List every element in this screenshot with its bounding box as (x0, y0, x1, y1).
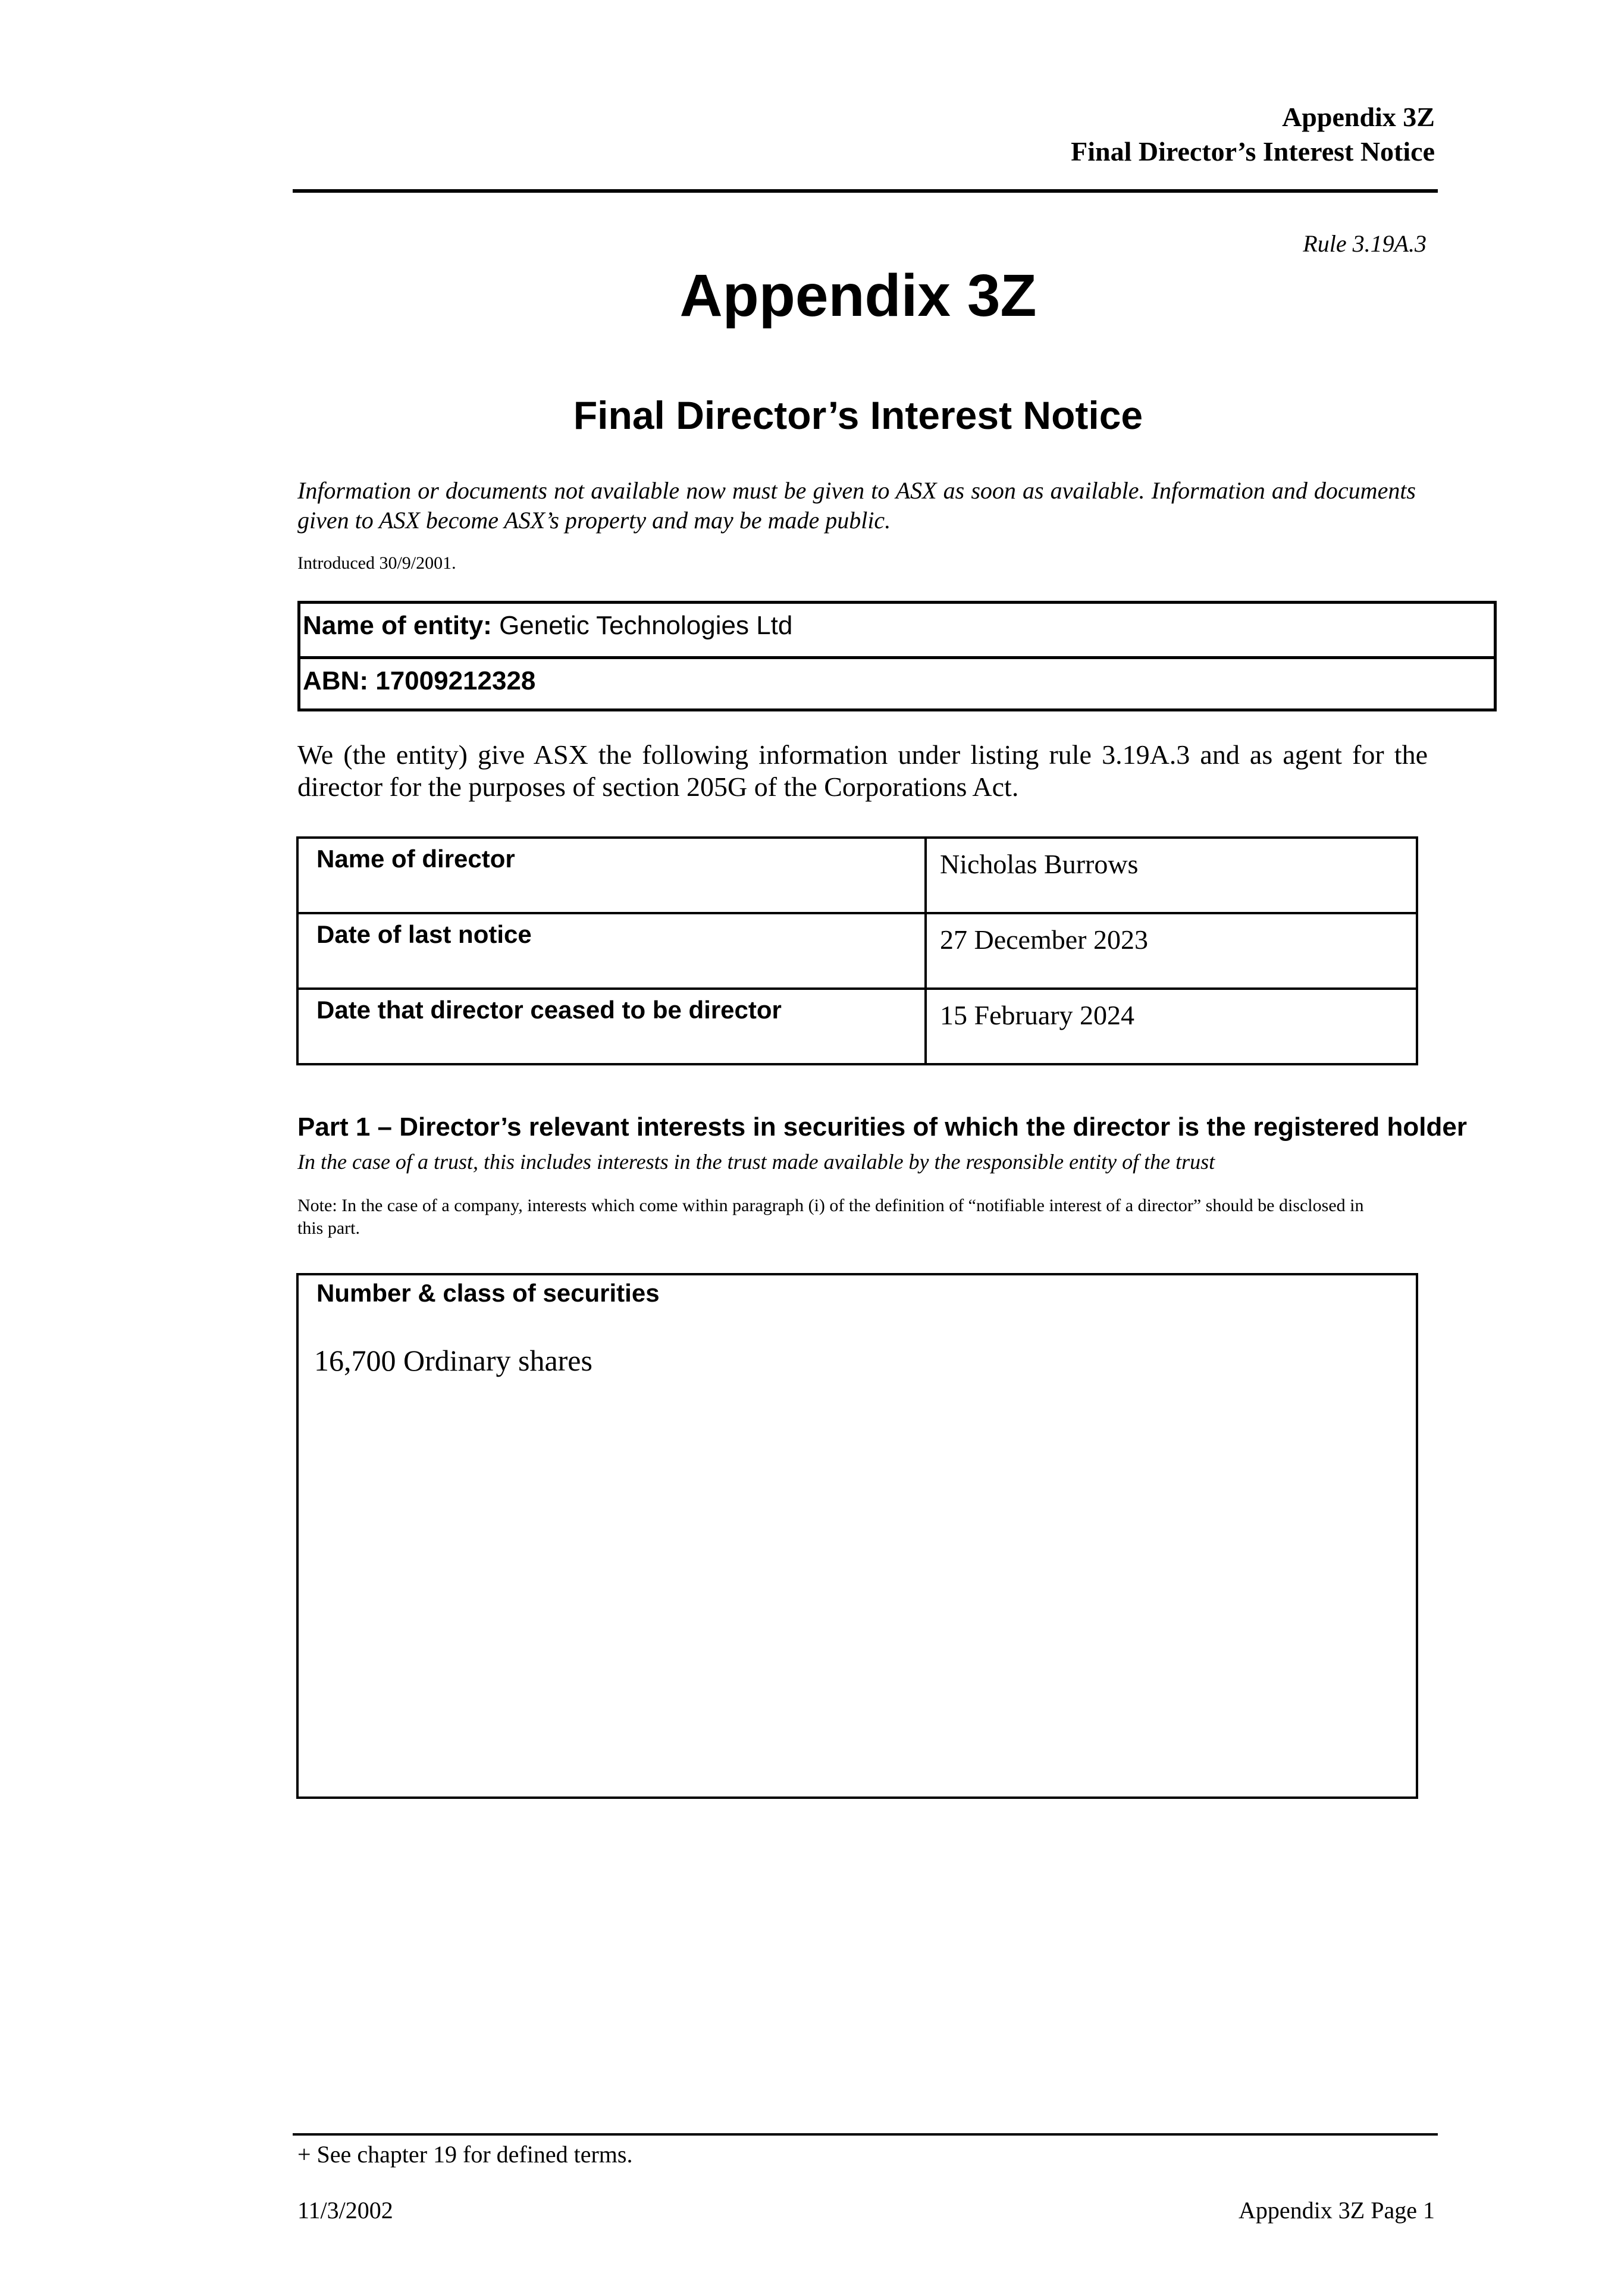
securities-box (296, 1273, 1418, 1799)
entity-box (297, 601, 1497, 711)
intro-text: Information or documents not available now must be given to ASX as soon as available. Information and documents given to ASX become ASX’s property and may be made public. (297, 477, 1416, 534)
entity-name-label: Name of entity: (303, 611, 492, 640)
statement-text: We (the entity) give ASX the following information under listing rule 3.19A.3 and as agent for the director for the purposes of section 205G of the Corporations Act. (297, 739, 1428, 802)
securities-label: Number & class of securities (316, 1279, 660, 1307)
ceased-date-label: Date that director ceased to be director (297, 989, 926, 1064)
page-title: Appendix 3Z (679, 262, 1037, 329)
part1-heading: Part 1 – Director’s relevant interests in securities of which the director is the registered holder (297, 1112, 1467, 1142)
entity-name-row (300, 604, 1494, 656)
last-notice-value: 27 December 2023 (926, 913, 1417, 989)
header-appendix-label: Appendix 3Z (1282, 102, 1435, 132)
director-table (296, 836, 1418, 1065)
footer-divider (293, 2133, 1438, 2136)
footer-page-number: Appendix 3Z Page 1 (1239, 2197, 1435, 2224)
table-row (297, 913, 1417, 989)
header-notice-label: Final Director’s Interest Notice (1071, 136, 1435, 167)
entity-abn-value: 17009212328 (375, 666, 536, 695)
ceased-date-value: 15 February 2024 (926, 989, 1417, 1064)
introduced-date: Introduced 30/9/2001. (297, 553, 456, 573)
part1-subheading: In the case of a trust, this includes interests in the trust made available by the responsible entity of the trust (297, 1150, 1215, 1174)
header-divider (293, 189, 1438, 193)
securities-value: 16,700 Ordinary shares (314, 1344, 592, 1377)
entity-name-value: Genetic Technologies Ltd (499, 611, 793, 640)
footer-date: 11/3/2002 (297, 2197, 393, 2224)
last-notice-label: Date of last notice (297, 913, 926, 989)
entity-abn-label: ABN: (303, 666, 368, 695)
table-row (297, 989, 1417, 1064)
rule-reference: Rule 3.19A.3 (1303, 230, 1427, 257)
director-name-label: Name of director (297, 838, 926, 913)
table-row (297, 838, 1417, 913)
entity-abn-row (300, 656, 1494, 708)
part1-note: Note: In the case of a company, interests which come within paragraph (i) of the definition of “notifiable interest of a director” should be disclosed in this part. (297, 1196, 1364, 1238)
page-subtitle: Final Director’s Interest Notice (573, 393, 1143, 437)
director-name-value: Nicholas Burrows (926, 838, 1417, 913)
footer-note: + See chapter 19 for defined terms. (297, 2141, 633, 2168)
